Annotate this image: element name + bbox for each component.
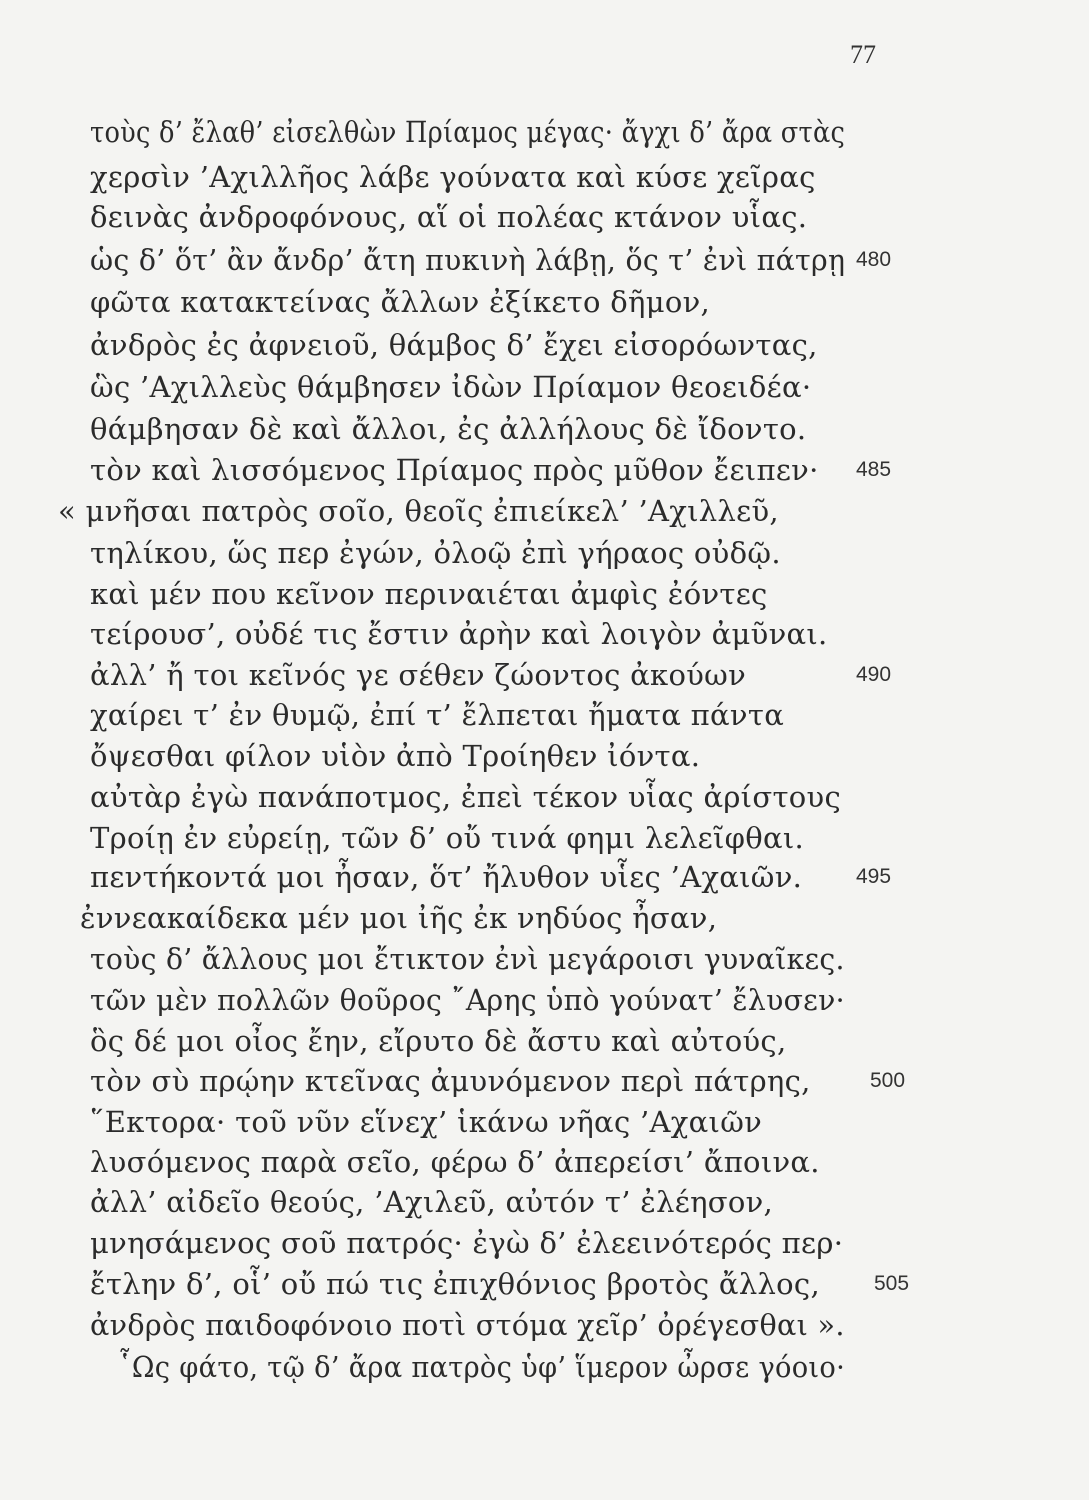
verse-text: τείρουσ’, οὐδέ τις ἔστιν ἀρὴν καὶ λοιγὸν ἀμῦναι. [90,617,828,651]
verse-text: ὡς δ’ ὅτ’ ἂν ἄνδρ’ ἄτη πυκινὴ λάβῃ, ὅς τ’ ἐνὶ πάτρῃ [90,243,846,277]
verse-text: τοὺς δ’ ἔλαθ’ εἰσελθὼν Πρίαμος μέγας· ἄγχι δ’ ἄρα στὰς [90,115,846,149]
verse-text: ἀνδρὸς ἐς ἀφνειοῦ, θάμβος δ’ ἔχει εἰσορόωντας, [90,328,818,362]
verse-text: φῶτα κατακτείνας ἄλλων ἐξίκετο δῆμον, [90,285,711,319]
line-number: 495 [856,865,892,888]
verse-text: ἀνδρὸς παιδοφόνοιο ποτὶ στόμα χεῖρ’ ὀρέγεσθαι ». [90,1308,845,1342]
verse-text: χαίρει τ’ ἐν θυμῷ, ἐπί τ’ ἔλπεται ἤματα πάντα [90,698,785,732]
verse-text: αὐτὰρ ἐγὼ πανάποτμος, ἐπεὶ τέκον υἷας ἀρίστους [90,780,842,814]
verse-text: λυσόμενος παρὰ σεῖο, φέρω δ’ ἀπερείσι’ ἄποινα. [90,1145,820,1179]
page-number: 77 [850,40,876,69]
verse-text: ὃς δέ μοι οἶος ἔην, εἴρυτο δὲ ἄστυ καὶ αὐτούς, [90,1024,787,1058]
verse-text: τηλίκου, ὥς περ ἐγών, ὀλοῷ ἐπὶ γήραος οὐδῷ. [90,536,781,570]
verse-text: μνησάμενος σοῦ πατρός· ἐγὼ δ’ ἐλεεινότερός περ· [90,1226,844,1260]
verse-text: θάμβησαν δὲ καὶ ἄλλοι, ἐς ἀλλήλους δὲ ἴδοντο. [90,412,807,446]
verse-text: τῶν μὲν πολλῶν θοῦρος ῎Αρης ὑπὸ γούνατ’ ἔλυσεν· [90,983,845,1017]
verse-text: Τροίῃ ἐν εὐρείῃ, τῶν δ’ οὔ τινά φημι λελεῖφθαι. [90,821,805,855]
verse-text: πεντήκοντά μοι ἦσαν, ὅτ’ ἤλυθον υἷες ’Αχαιῶν. [90,860,803,894]
verse-text: ῞Εκτορα· τοῦ νῦν εἵνεχ’ ἱκάνω νῆας ’Αχαιῶν [90,1105,763,1139]
verse-text: χερσὶν ’Αχιλλῆος λάβε γούνατα καὶ κύσε χεῖρας [90,160,816,194]
verse-text: ὣς ’Αχιλλεὺς θάμβησεν ἰδὼν Πρίαμον θεοειδέα· [90,370,812,404]
verse-text: ἔτλην δ’, οἷ’ οὔ πώ τις ἐπιχθόνιος βροτὸς ἄλλος, [90,1267,820,1301]
verse-text: τοὺς δ’ ἄλλους μοι ἔτικτον ἐνὶ μεγάροισι γυναῖκες. [90,942,845,976]
verse-text: ἀλλ’ ἤ τοι κεῖνός γε σέθεν ζώοντος ἀκούων [90,658,747,692]
line-number: 505 [874,1272,910,1295]
line-number: 490 [856,663,892,686]
verse-line [0,112,1089,162]
verse-text: τὸν σὺ πρῴην κτεῖνας ἀμυνόμενον περὶ πάτρης, [90,1064,811,1098]
verse-text: ῟Ως φάτο, τῷ δ’ ἄρα πατρὸς ὑφ’ ἵμερον ὦρσε γόοιο· [118,1350,846,1384]
line-number: 485 [856,458,892,481]
verse-text: καὶ μέν που κεῖνον περιναιέται ἀμφὶς ἐόντες [90,577,768,611]
verse-text: τὸν καὶ λισσόμενος Πρίαμος πρὸς μῦθον ἔειπεν· [90,453,819,487]
verse-text: ὄψεσθαι φίλον υἱὸν ἀπὸ Τροίηθεν ἰόντα. [90,739,701,773]
verse-text: δεινὰς ἀνδροφόνους, αἵ οἱ πολέας κτάνον υἷας. [90,200,808,234]
verse-text: ἐννεακαίδεκα μέν μοι ἰῆς ἐκ νηδύος ἦσαν, [80,901,718,935]
line-number: 480 [856,248,892,271]
verse-line [0,1347,1089,1397]
line-number: 500 [870,1069,906,1092]
verse-text: ἀλλ’ αἰδεῖο θεούς, ’Αχιλεῦ, αὐτόν τ’ ἐλέησον, [90,1185,774,1219]
verse-text: « μνῆσαι πατρὸς σοῖο, θεοῖς ἐπιείκελ’ ’Αχιλλεῦ, [58,494,779,528]
